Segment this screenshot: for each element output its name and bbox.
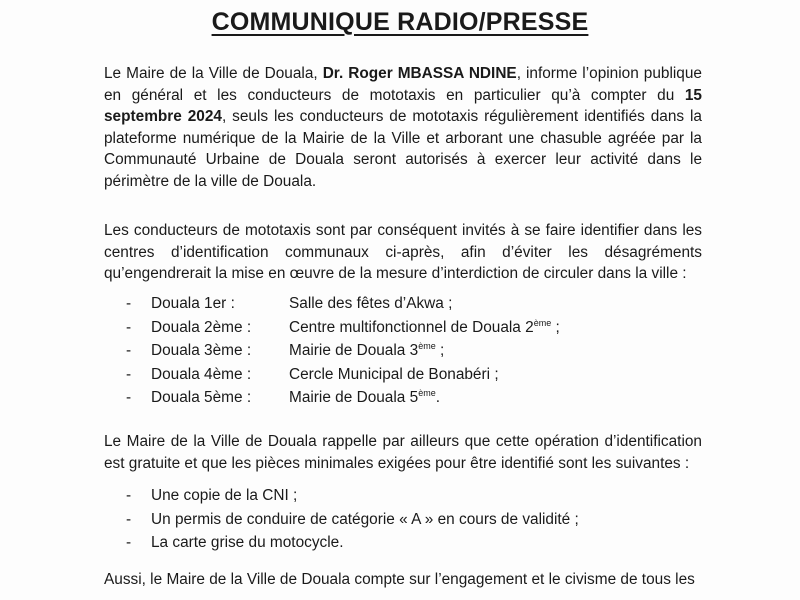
effective-date: 15 septembre 2024 xyxy=(104,86,702,126)
list-dash: - xyxy=(126,510,132,528)
paragraph-invitation: Les conducteurs de mototaxis sont par conséquent invités à se faire identifier dans les centres d’identification communaux ci-après, afin d’éviter les désagréments qu’engendrerait la mise en œuvre de la mesure d’interdiction de circuler dans la ville : xyxy=(104,222,702,283)
list-item xyxy=(126,292,560,316)
centre-district: Douala 3ème : xyxy=(151,342,252,360)
mayor-name: Dr. Roger MBASSA NDINE xyxy=(322,65,517,82)
document-title-text: COMMUNIQUE RADIO/PRESSE xyxy=(211,8,589,36)
centre-place: Centre multifonctionnel de Douala 2 xyxy=(289,318,534,336)
paragraph-announcement xyxy=(104,63,702,193)
list-item xyxy=(126,386,560,410)
list-item xyxy=(126,484,579,508)
centre-place-end: . xyxy=(435,389,440,407)
list-dash: - xyxy=(126,318,132,336)
list-item xyxy=(126,531,579,555)
list-dash: - xyxy=(126,295,132,312)
centre-place-suffix: ème xyxy=(533,317,552,328)
centre-place: Cercle Municipal de Bonabéri ; xyxy=(289,365,499,383)
document-title xyxy=(0,8,800,37)
list-dash: - xyxy=(126,389,132,407)
paragraph-closing: Aussi, le Maire de la Ville de Douala compte sur l’engagement et le civisme de tous les xyxy=(104,571,695,588)
centre-district: Douala 1er : xyxy=(151,295,235,312)
document-item: La carte grise du motocycle. xyxy=(151,534,344,552)
list-item xyxy=(126,316,560,340)
centre-place-end: ; xyxy=(435,342,445,360)
centre-district: Douala 2ème : xyxy=(151,318,252,336)
document-item: Une copie de la CNI ; xyxy=(151,487,298,504)
required-documents-list xyxy=(126,484,579,555)
centre-district: Douala 5ème : xyxy=(151,389,252,407)
centre-place-suffix: ème xyxy=(418,341,436,352)
centre-place-suffix: ème xyxy=(418,388,436,399)
document-item: Un permis de conduire de catégorie « A » en cours de validité ; xyxy=(151,510,579,528)
centre-place: Salle des fêtes d’Akwa ; xyxy=(289,295,453,312)
list-item xyxy=(126,508,579,532)
list-dash: - xyxy=(126,534,132,552)
centre-place: Mairie de Douala 3 xyxy=(289,342,419,360)
centre-place: Mairie de Douala 5 xyxy=(289,389,419,407)
announcement-conclusion: , seuls les conducteurs de mototaxis régulièrement identifiés dans la plateforme numérique de la Mairie de la Ville et arborant une chasuble agréée par la Communauté Urbaine de Douala seront autorisés à exercer leur activité dans le périmètre de la ville de Douala. xyxy=(104,108,702,190)
centre-district: Douala 4ème : xyxy=(151,365,252,383)
list-dash: - xyxy=(126,365,132,383)
identification-centres-list xyxy=(126,292,560,410)
list-dash: - xyxy=(126,487,132,504)
list-item xyxy=(126,339,560,363)
paragraph-requirements: Le Maire de la Ville de Douala rappelle par ailleurs que cette opération d’identification est gratuite et que les pièces minimales exigées pour être identifié sont les suivantes : xyxy=(104,433,702,472)
announcement-body: , informe l’opinion publique en général et les conducteurs de mototaxis en particulier qu’à compter du xyxy=(104,65,702,104)
list-item xyxy=(126,363,560,387)
list-dash: - xyxy=(126,342,132,360)
centre-place-end: ; xyxy=(551,318,560,336)
announcement-intro: Le Maire de la Ville de Douala, xyxy=(104,65,323,82)
